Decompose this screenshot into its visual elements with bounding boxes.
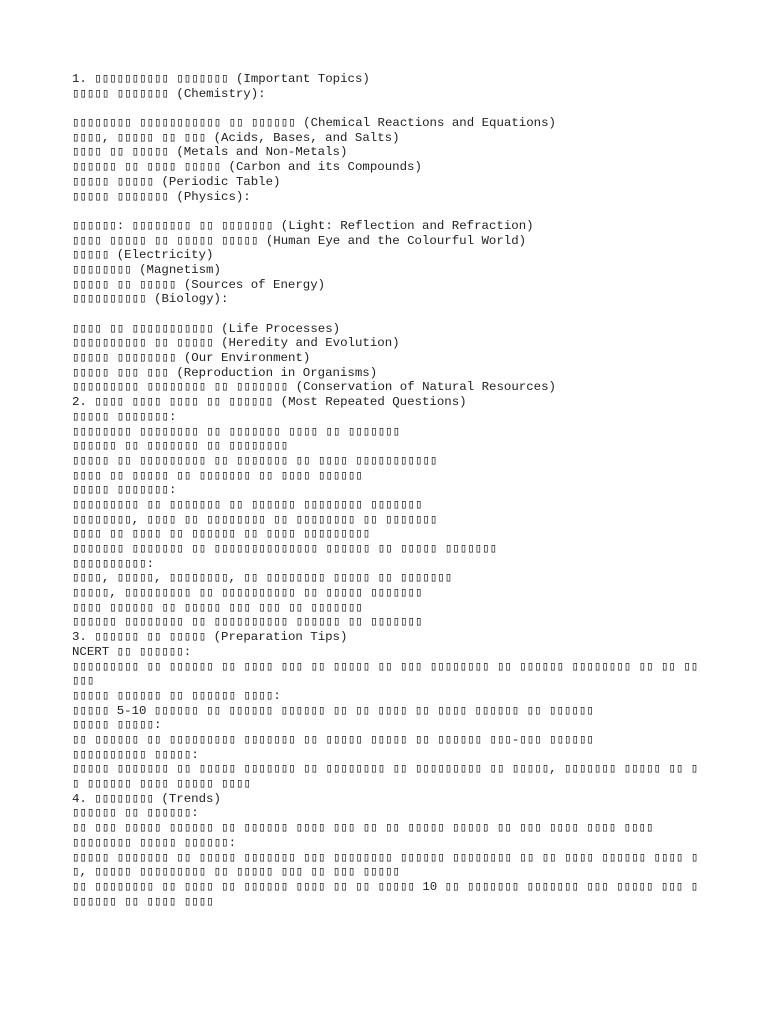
blank-line <box>72 101 702 116</box>
topic-line: ▯▯▯▯, ▯▯▯▯▯ ▯▯ ▯▯▯ (Acids, Bases, and Salts) <box>72 130 400 145</box>
blank-line <box>72 307 702 322</box>
tip-paragraph: ▯▯ ▯▯▯▯▯▯ ▯▯ ▯▯▯▯▯▯▯▯▯ ▯▯▯▯▯▯▯ ▯▯ ▯▯▯▯▯ ▯▯▯▯▯ ▯▯ ▯▯▯▯▯▯ ▯▯▯-▯▯▯ ▯▯▯▯▯▯ <box>72 732 594 747</box>
section-heading-most-repeated-questions: 2. ▯▯▯▯ ▯▯▯▯ ▯▯▯▯ ▯▯ ▯▯▯▯▯▯ (Most Repeated Questions) <box>72 395 467 410</box>
topic-line: ▯▯▯▯▯▯▯▯▯ ▯▯▯▯▯▯▯▯ ▯▯ ▯▯▯▯▯▯▯ (Conservation of Natural Resources) <box>72 380 556 395</box>
section-heading-important-topics: 1. ▯▯▯▯▯▯▯▯▯▯ ▯▯▯▯▯▯▯ (Important Topics) <box>72 72 370 86</box>
tip-paragraph: ▯▯▯▯▯ ▯▯▯▯▯▯▯ ▯▯ ▯▯▯▯▯ ▯▯▯▯▯▯▯ ▯▯ ▯▯▯▯▯▯▯▯ ▯▯ ▯▯▯▯▯▯▯▯▯ ▯▯ ▯▯▯▯▯, ▯▯▯▯▯▯▯ ▯▯▯▯▯ ▯▯ ▯▯ ▯▯▯▯▯▯ ▯▯▯▯ ▯▯▯▯▯ ▯▯▯▯ <box>72 762 699 792</box>
trend-paragraph: ▯▯ ▯▯▯▯▯▯▯▯ ▯▯ ▯▯▯▯ ▯▯ ▯▯▯▯▯▯ ▯▯▯▯ ▯▯ ▯▯ ▯▯▯▯▯ 10 ▯▯ ▯▯▯▯▯▯▯ ▯▯▯▯▯▯▯ ▯▯▯ ▯▯▯▯▯ ▯▯▯ ▯▯▯▯▯▯▯ ▯▯ ▯▯▯▯ ▯▯▯▯ <box>72 879 699 909</box>
subsection-heading: ▯▯▯▯▯ ▯▯▯▯▯▯▯: <box>72 409 177 424</box>
section-heading-trends: 4. ▯▯▯▯▯▯▯▯ (Trends) <box>72 791 221 806</box>
tip-heading-ncert: NCERT ▯▯ ▯▯▯▯▯▯: <box>72 644 192 659</box>
blank-line <box>72 204 702 219</box>
section-heading-preparation-tips: 3. ▯▯▯▯▯▯ ▯▯ ▯▯▯▯▯ (Preparation Tips) <box>72 630 348 645</box>
question-line: ▯▯▯▯▯▯ ▯▯ ▯▯▯▯▯▯▯ ▯▯ ▯▯▯▯▯▯▯▯ <box>72 439 289 454</box>
question-line: ▯▯▯▯ ▯▯ ▯▯▯▯▯ ▯▯ ▯▯▯▯▯▯▯ ▯▯ ▯▯▯▯ ▯▯▯▯▯▯ <box>72 468 363 483</box>
topic-line: ▯▯▯▯▯▯▯▯▯▯ ▯▯ ▯▯▯▯▯ (Heredity and Evolution) <box>72 336 400 351</box>
question-line: ▯▯▯▯▯, ▯▯▯▯▯▯▯▯▯ ▯▯ ▯▯▯▯▯▯▯▯▯▯ ▯▯ ▯▯▯▯▯ ▯▯▯▯▯▯▯ <box>72 586 423 601</box>
topic-line: ▯▯▯▯▯▯ ▯▯ ▯▯▯▯ ▯▯▯▯▯ (Carbon and its Compounds) <box>72 160 422 175</box>
document-body <box>72 72 702 909</box>
topic-line: ▯▯▯▯▯ ▯▯▯ ▯▯▯ (Reproduction in Organisms) <box>72 365 378 380</box>
tip-heading: ▯▯▯▯▯ ▯▯▯▯▯: <box>72 718 162 733</box>
subject-heading-biology: ▯▯▯▯▯▯▯▯▯▯ (Biology): <box>72 292 229 307</box>
topic-line: ▯▯▯▯▯▯: ▯▯▯▯▯▯▯▯ ▯▯ ▯▯▯▯▯▯▯ (Light: Reflection and Refraction) <box>72 218 534 233</box>
topic-line: ▯▯▯▯▯ ▯▯ ▯▯▯▯▯ (Sources of Energy) <box>72 277 326 292</box>
topic-line: ▯▯▯▯▯▯▯▯ ▯▯▯▯▯▯▯▯▯▯▯ ▯▯ ▯▯▯▯▯▯ (Chemical Reactions and Equations) <box>72 116 556 131</box>
tip-paragraph: ▯▯▯▯▯▯▯▯▯ ▯▯ ▯▯▯▯▯▯ ▯▯ ▯▯▯▯ ▯▯▯ ▯▯ ▯▯▯▯▯ ▯▯ ▯▯▯ ▯▯▯▯▯▯▯▯ ▯▯ ▯▯▯▯▯▯ ▯▯▯▯▯▯▯▯ ▯▯ ▯▯ ▯▯▯▯▯ <box>72 659 699 689</box>
topic-line: ▯▯▯▯ ▯▯ ▯▯▯▯▯▯▯▯▯▯▯ (Life Processes) <box>72 321 341 336</box>
question-line: ▯▯▯▯▯▯▯▯ ▯▯▯▯▯▯▯▯ ▯▯ ▯▯▯▯▯▯▯ ▯▯▯▯ ▯▯ ▯▯▯▯▯▯▯ <box>72 424 401 439</box>
tip-paragraph: ▯▯▯▯▯ 5-10 ▯▯▯▯▯▯ ▯▯ ▯▯▯▯▯▯ ▯▯▯▯▯▯ ▯▯ ▯▯ ▯▯▯▯ ▯▯ ▯▯▯▯ ▯▯▯▯▯▯ ▯▯ ▯▯▯▯▯▯ <box>72 703 594 718</box>
topic-line: ▯▯▯▯▯ ▯▯▯▯▯ (Periodic Table) <box>72 174 281 189</box>
question-line: ▯▯▯▯▯▯ ▯▯▯▯▯▯▯▯ ▯▯ ▯▯▯▯▯▯▯▯▯▯ ▯▯▯▯▯▯ ▯▯ ▯▯▯▯▯▯▯ <box>72 615 423 630</box>
topic-line: ▯▯▯▯▯ (Electricity) <box>72 248 214 263</box>
question-line: ▯▯▯▯ ▯▯▯▯▯▯ ▯▯ ▯▯▯▯▯ ▯▯▯ ▯▯▯ ▯▯ ▯▯▯▯▯▯▯ <box>72 600 363 615</box>
subject-heading-physics: ▯▯▯▯▯ ▯▯▯▯▯▯▯ (Physics): <box>72 189 251 204</box>
subsection-heading: ▯▯▯▯▯ ▯▯▯▯▯▯▯: <box>72 483 177 498</box>
question-line: ▯▯▯▯ ▯▯ ▯▯▯▯ ▯▯ ▯▯▯▯▯▯ ▯▯ ▯▯▯▯ ▯▯▯▯▯▯▯▯▯ <box>72 527 371 542</box>
topic-line: ▯▯▯▯▯▯▯▯ (Magnetism) <box>72 262 221 277</box>
trend-paragraph: ▯▯▯▯▯ ▯▯▯▯▯▯▯ ▯▯ ▯▯▯▯▯ ▯▯▯▯▯▯▯ ▯▯▯ ▯▯▯▯▯▯▯▯ ▯▯▯▯▯▯ ▯▯▯▯▯▯▯▯ ▯▯ ▯▯ ▯▯▯▯ ▯▯▯▯▯▯ ▯▯▯▯ ▯▯, ▯▯▯▯▯ ▯▯▯▯▯▯▯▯▯ ▯▯ ▯▯▯▯▯ ▯▯▯ ▯▯ ▯▯▯ ▯▯▯▯▯ <box>72 850 699 880</box>
subject-heading-chemistry: ▯▯▯▯▯ ▯▯▯▯▯▯▯ (Chemistry): <box>72 86 266 101</box>
question-line: ▯▯▯▯▯▯▯▯, ▯▯▯▯ ▯▯ ▯▯▯▯▯▯▯▯ ▯▯ ▯▯▯▯▯▯▯▯ ▯▯ ▯▯▯▯▯▯▯ <box>72 512 438 527</box>
question-line: ▯▯▯▯, ▯▯▯▯▯, ▯▯▯▯▯▯▯▯, ▯▯ ▯▯▯▯▯▯▯▯ ▯▯▯▯▯ ▯▯ ▯▯▯▯▯▯▯ <box>72 571 453 586</box>
subsection-heading: ▯▯▯▯▯▯▯▯▯▯: <box>72 556 155 571</box>
tip-heading: ▯▯▯▯▯ ▯▯▯▯▯▯ ▯▯ ▯▯▯▯▯▯ ▯▯▯▯: <box>72 688 281 703</box>
topic-line: ▯▯▯▯▯ ▯▯▯▯▯▯▯▯ (Our Environment) <box>72 351 311 366</box>
trend-heading: ▯▯▯▯▯▯▯▯ ▯▯▯▯▯ ▯▯▯▯▯▯: <box>72 835 237 850</box>
tip-heading: ▯▯▯▯▯▯▯▯▯▯ ▯▯▯▯▯: <box>72 747 199 762</box>
question-line: ▯▯▯▯▯▯▯ ▯▯▯▯▯▯▯ ▯▯ ▯▯▯▯▯▯▯▯▯▯▯▯▯▯ ▯▯▯▯▯▯ ▯▯ ▯▯▯▯▯ ▯▯▯▯▯▯▯ <box>72 542 498 556</box>
trend-paragraph: ▯▯ ▯▯▯ ▯▯▯▯▯ ▯▯▯▯▯▯ ▯▯ ▯▯▯▯▯▯ ▯▯▯▯ ▯▯▯ ▯▯ ▯▯ ▯▯▯▯▯ ▯▯▯▯▯ ▯▯ ▯▯▯ ▯▯▯▯ ▯▯▯▯ ▯▯▯▯ <box>72 821 654 836</box>
question-line: ▯▯▯▯▯▯▯▯▯ ▯▯ ▯▯▯▯▯▯▯ ▯▯ ▯▯▯▯▯▯ ▯▯▯▯▯▯▯▯ ▯▯▯▯▯▯▯ <box>72 497 423 512</box>
topic-line: ▯▯▯▯ ▯▯ ▯▯▯▯▯ (Metals and Non-Metals) <box>72 145 348 160</box>
topic-line: ▯▯▯▯ ▯▯▯▯▯ ▯▯ ▯▯▯▯▯ ▯▯▯▯▯ (Human Eye and the Colourful World) <box>72 233 527 248</box>
trend-heading: ▯▯▯▯▯▯ ▯▯ ▯▯▯▯▯▯: <box>72 806 199 821</box>
question-line: ▯▯▯▯▯ ▯▯ ▯▯▯▯▯▯▯▯▯ ▯▯ ▯▯▯▯▯▯▯ ▯▯ ▯▯▯▯ ▯▯▯▯▯▯▯▯▯▯▯ <box>72 453 438 468</box>
